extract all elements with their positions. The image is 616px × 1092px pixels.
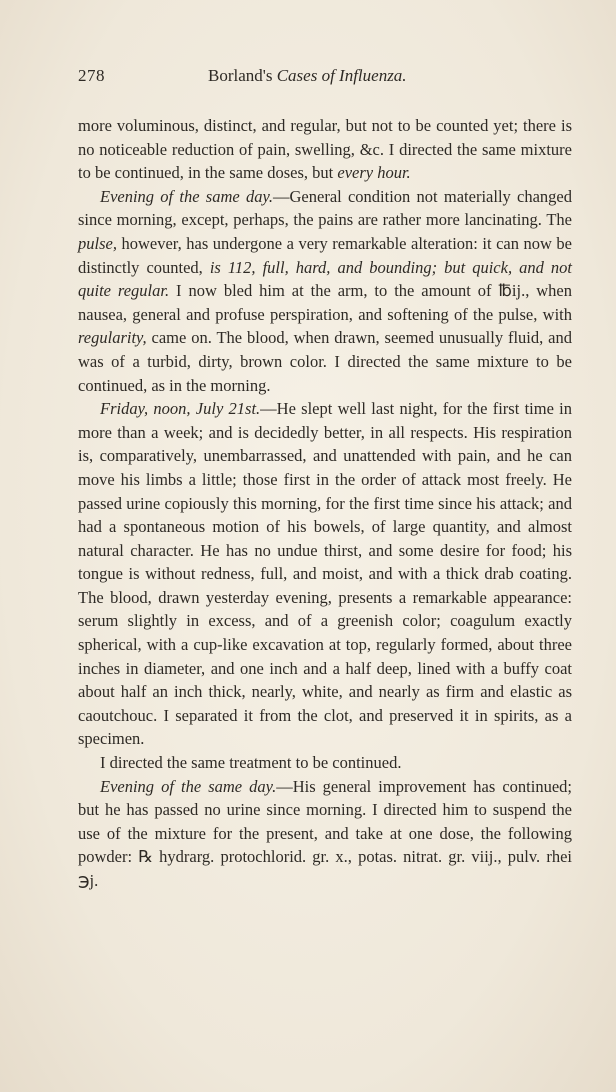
text-run: —His general improvement has continued; but he has passed no urine since morning. I directed him to suspend the use of the mixture for the present, and take at one dose, the following powder: ℞ hydrarg. protochlorid. gr. x., potas. nitrat. gr. viij., pulv. rhei ℈j. [78, 776, 572, 890]
italic-text-run: Evening of the same day. [100, 186, 274, 206]
italic-text-run: every hour. [337, 163, 411, 183]
page-body [78, 114, 572, 893]
paragraph-3 [78, 397, 572, 751]
running-head-title: Cases of Influenza. [276, 66, 407, 85]
text-run: came on. The blood, when drawn, seemed unusually fluid, and was of a turbid, dirty, brown color. I directed the same mixture to be continued, as in the morning. [78, 328, 572, 395]
italic-text-run: pulse, [78, 233, 117, 253]
text-run: I directed the same treatment to be continued. [100, 753, 402, 773]
text-run: —General condition not materially changed since morning, except, perhaps, the pains are rather more lancinating. The [78, 186, 572, 230]
text-run: however, has undergone a very remarkable alteration: it can now be distinctly counted, [78, 233, 572, 277]
running-head-author: Borland's [208, 66, 273, 85]
page-number: 278 [78, 66, 105, 85]
text-run: I now bled him at the arm, to the amount of ℔ij., when nausea, general and profuse perspiration, and softening of the pulse, with [78, 281, 572, 324]
italic-text-run: Friday, noon, July 21st. [100, 399, 261, 419]
paragraph-5 [78, 775, 572, 893]
italic-text-run: Evening of the same day. [100, 776, 277, 796]
paragraph-1 [78, 114, 572, 185]
page-header [78, 66, 572, 92]
text-run: more voluminous, distinct, and regular, but not to be counted yet; there is no noticeable reduction of pain, swelling, &c. I directed the same mixture to be continued, in the same doses, but [78, 116, 572, 183]
running-head [208, 66, 407, 86]
paragraph-4 [78, 751, 572, 775]
italic-text-run: is 112, full, hard, and bounding; but quick, and not quite regular. [78, 257, 572, 301]
italic-text-run: regularity, [78, 328, 147, 348]
text-run: —He slept well last night, for the first time in more than a week; and is decidedly better, in all respects. His respiration is, comparatively, unembarrassed, and unattended with pain, and he can move his limbs a little; those first in the order of attack most freely. He passed urine copiously this morning, for the first time since his attack; and had a spontaneous motion of his bowels, of large quantity, and almost natural character. He has no undue thirst, and some desire for food; his tongue is without redness, full, and moist, and with a thick drab coating. The blood, drawn yesterday evening, presents a remarkable appearance: serum slightly in excess, and of a greenish color; coagulum exactly spherical, with a cup-like excavation at top, regularly formed, about three inches in diameter, and one inch and a half deep, lined with a buffy coat about half an inch thick, nearly, white, and nearly as firm and elastic as caoutchouc. I separated it from the clot, and preserved it in spirits, as a specimen. [78, 399, 573, 749]
paragraph-2 [78, 185, 572, 397]
